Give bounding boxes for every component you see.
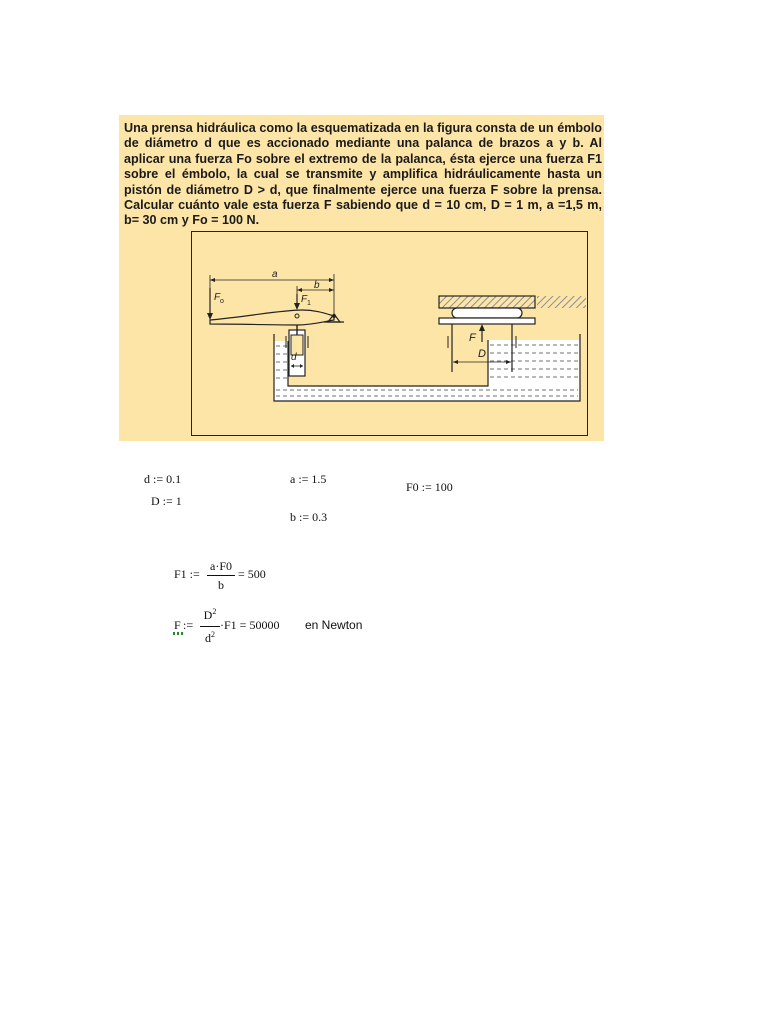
small-cylinder <box>286 320 308 376</box>
var-D: D := 1 <box>151 494 182 508</box>
equation-f1-bar <box>207 575 235 576</box>
var-a: a := 1.5 <box>290 472 327 486</box>
equation-f-warning-underline <box>173 632 183 635</box>
equation-f-den-exp: 2 <box>211 630 215 639</box>
hydraulic-press-diagram <box>192 232 586 434</box>
label-d: d <box>291 352 297 363</box>
label-a: a <box>272 269 278 280</box>
label-fo: F <box>214 292 221 303</box>
equation-f1-denominator: b <box>218 578 224 592</box>
equation-f1-numerator: a·F0 <box>210 559 232 573</box>
label-force-F: F <box>469 332 476 344</box>
equation-f-tail: ·F1 = 50000 <box>220 618 280 632</box>
equation-f-num-exp: 2 <box>212 607 217 616</box>
var-b: b := 0.3 <box>290 510 328 524</box>
equation-f-den-base: d <box>205 631 211 645</box>
label-f1: F <box>301 294 308 305</box>
force-f1-arrow <box>294 294 300 310</box>
fluid-body <box>274 334 580 401</box>
hydraulic-press-figure <box>191 231 588 436</box>
equation-f-num-base: D <box>203 608 213 622</box>
label-f1-sub: 1 <box>307 300 311 307</box>
label-b: b <box>314 280 320 291</box>
equation-f-units-note: en Newton <box>305 618 363 632</box>
force-fo-arrow <box>207 288 213 320</box>
problem-statement: Una prensa hidráulica como la esquematizada en la figura consta de un émbolo de diámetro d que es accionado mediante una palanca de brazos a y b. Al aplicar una fuerza Fo sobre el extremo de la palanca, ésta ejerce una fuerza F1 sobre el émbolo, la cual se transmite y amplifica hidráulicamente hasta un pistón de diámetro D > d, que finalmente ejerce una fuerza F sobre la prensa. Calcular cuánto vale esta fuerza F sabiendo que d = 10 cm, D = 1 m, a =1,5 m, b= 30 cm y Fo = 100 N. <box>124 121 602 228</box>
equation-f-numerator <box>198 607 222 623</box>
equation-f1-lhs: F1 := <box>174 567 200 581</box>
label-fo-sub: o <box>220 298 224 305</box>
equation-f-lhs-op: := <box>183 618 194 632</box>
problem-panel <box>119 115 604 441</box>
equation-f1-result: = 500 <box>238 567 266 581</box>
equation-f-lhs-var: F <box>174 618 181 632</box>
equation-f-denominator <box>198 630 222 646</box>
equation-f-bar <box>200 626 220 627</box>
var-F0: F0 := 100 <box>406 480 453 494</box>
lever <box>210 310 344 325</box>
var-d: d := 0.1 <box>144 472 182 486</box>
label-diameter-D: D <box>478 348 486 360</box>
